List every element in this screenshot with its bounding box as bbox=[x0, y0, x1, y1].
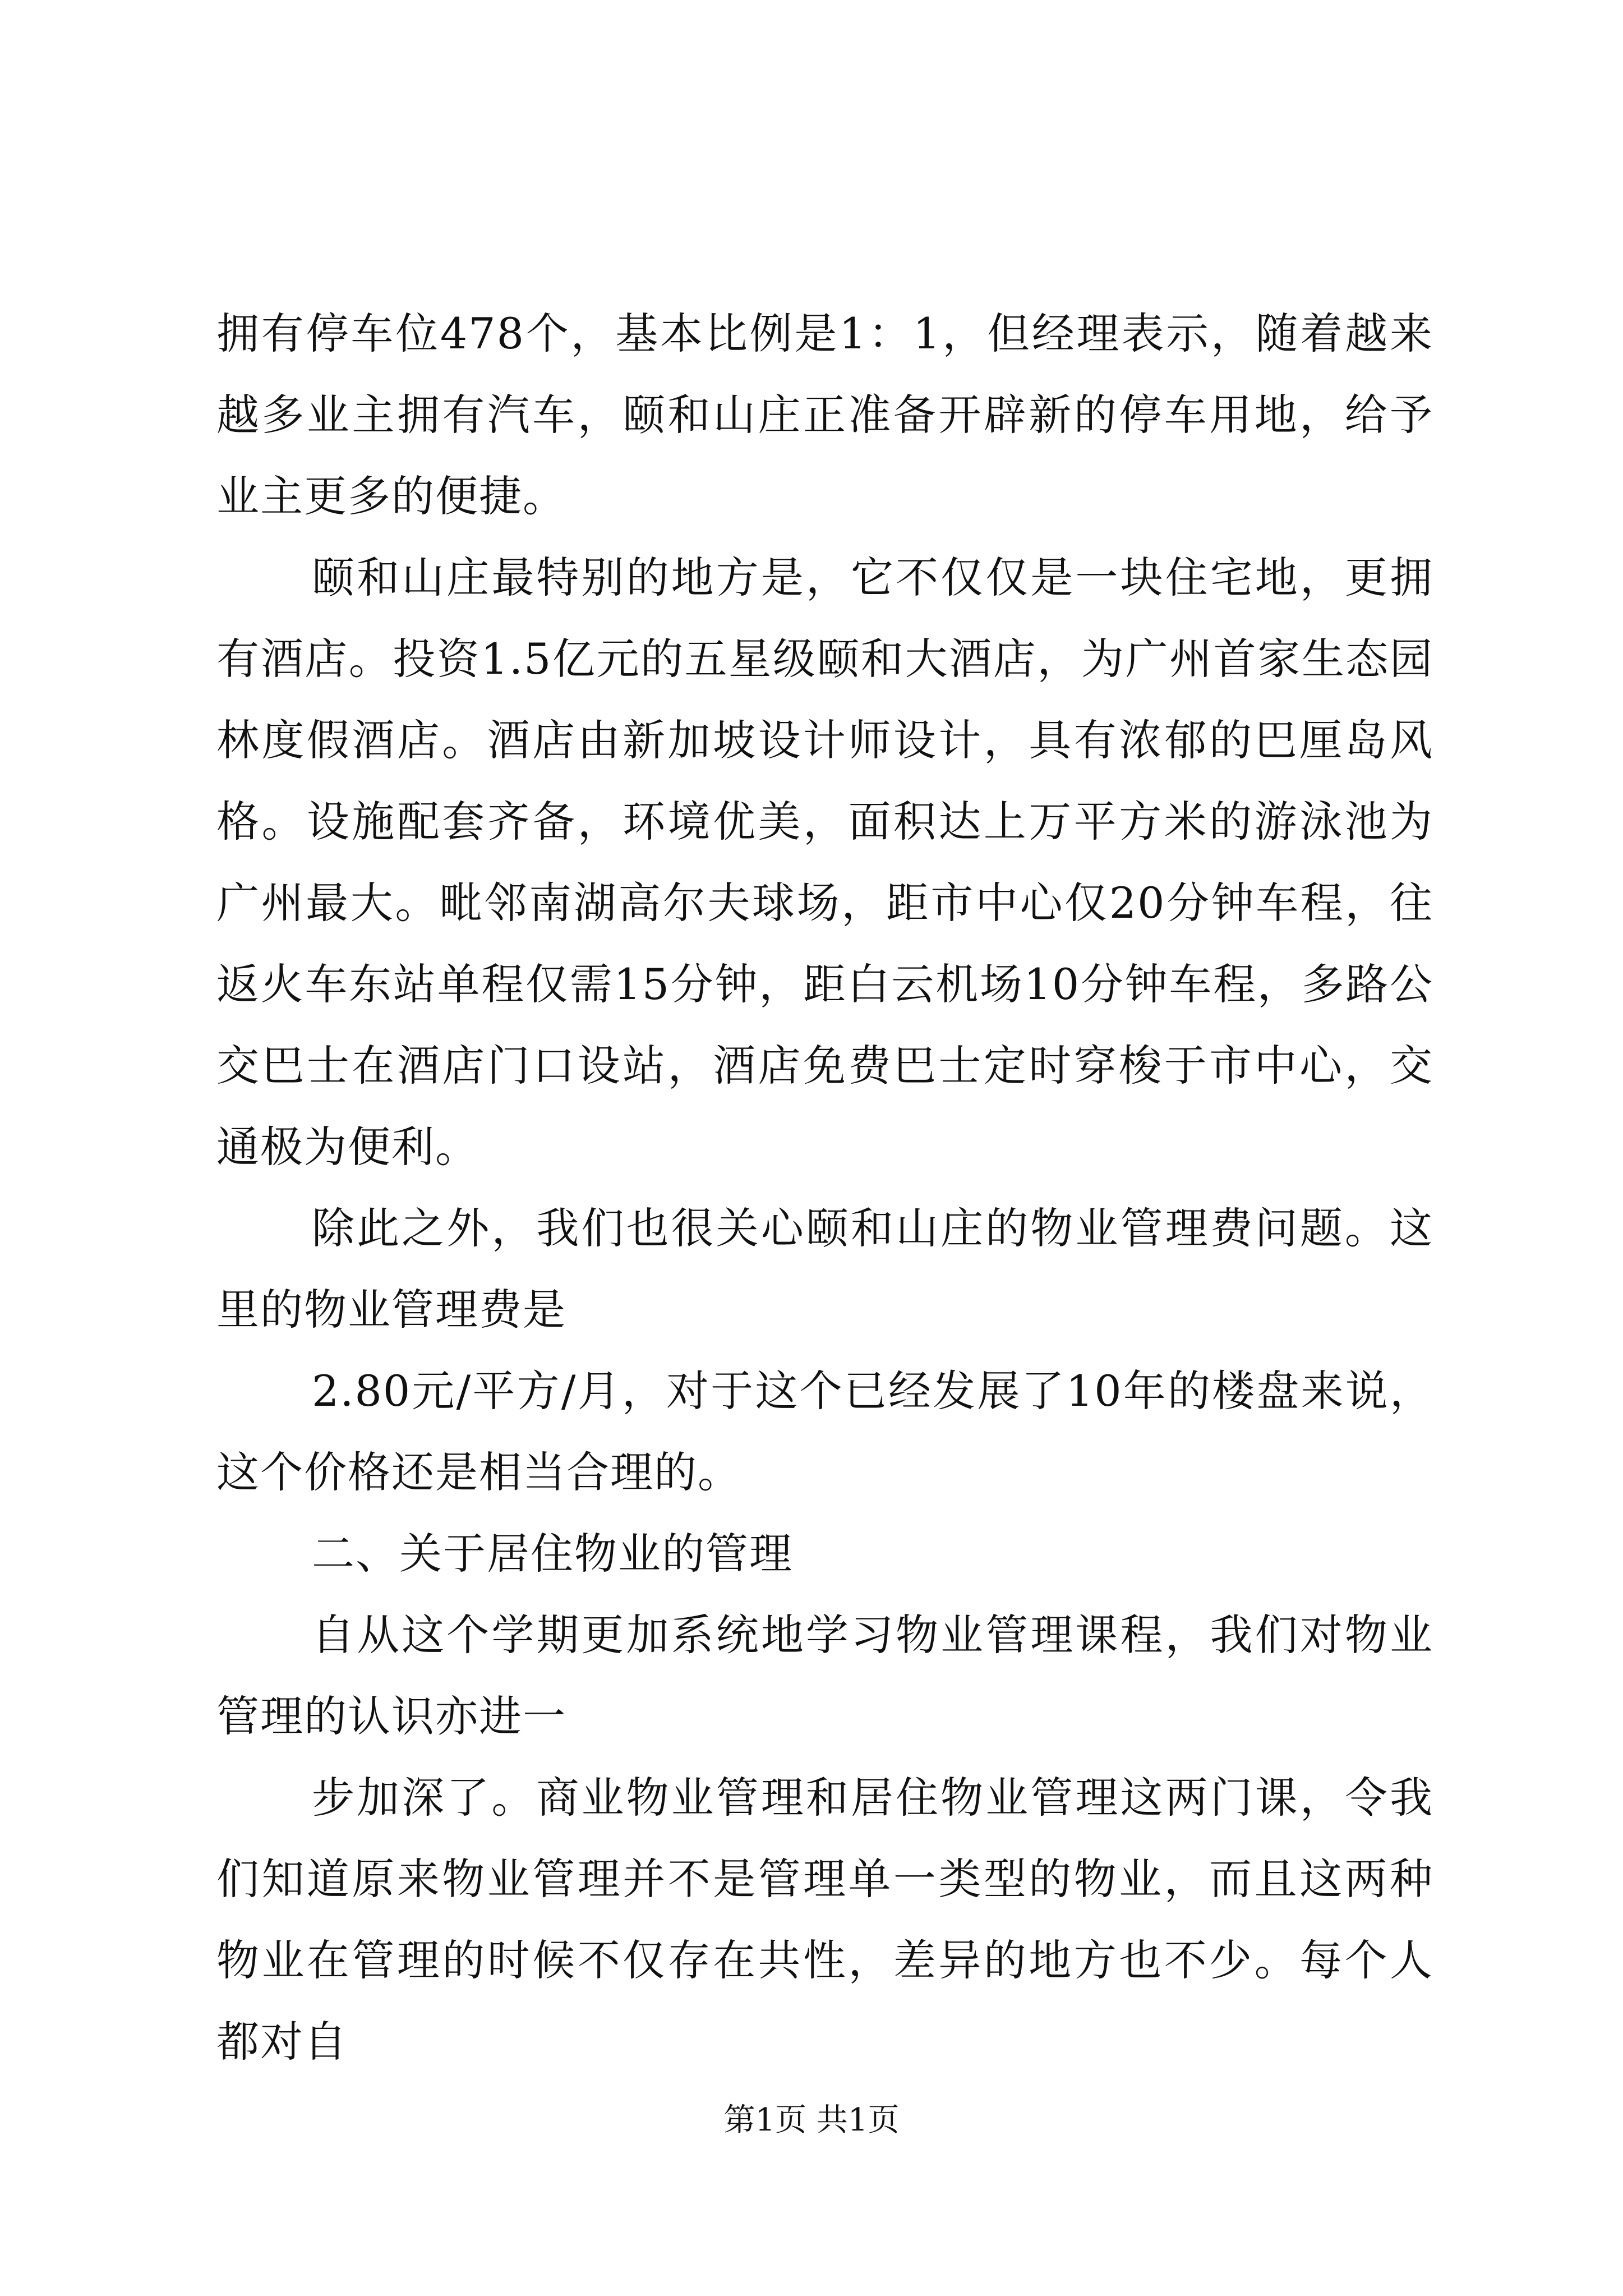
paragraph-hotel: 颐和山庄最特别的地方是，它不仅仅是一块住宅地，更拥有酒店。投资1.5亿元的五星级颐和大酒店，为广州首家生态园林度假酒店。酒店由新加坡设计师设计，具有浓郁的巴厘岛风格。设施配套齐备，环境优美，面积达上万平方米的游泳池为广州最大。毗邻南湖高尔夫球场，距市中心仅20分钟车程，往返火车东站单程仅需15分钟，距白云机场10分钟车程，多路公交巴士在酒店门口设站，酒店免费巴士定时穿梭于市中心，交通极为便利。 bbox=[216, 553, 1433, 1172]
paragraph-management-fee-value: 2.80元/平方/月，对于这个已经发展了10年的楼盘来说，这个价格还是相当合理的。 bbox=[216, 1366, 1433, 1497]
paragraph-course-intro: 自从这个学期更加系统地学习物业管理课程，我们对物业管理的认识亦进一 bbox=[216, 1610, 1433, 1741]
paragraph-parking: 拥有停车位478个，基本比例是1：1，但经理表示，随着越来越多业主拥有汽车，颐和山庄正准备开辟新的停车用地，给予业主更多的便捷。 bbox=[216, 309, 1433, 521]
page-footer: 第1页 共1页 bbox=[723, 2102, 900, 2138]
paragraph-course-detail: 步加深了。商业物业管理和居住物业管理这两门课，令我们知道原来物业管理并不是管理单一类型的物业，而且这两种物业在管理的时候不仅存在共性，差异的地方也不少。每个人都对自 bbox=[216, 1773, 1433, 2067]
paragraph-management-fee-intro: 除此之外，我们也很关心颐和山庄的物业管理费问题。这里的物业管理费是 bbox=[216, 1203, 1433, 1335]
section-heading: 二、关于居住物业的管理 bbox=[312, 1529, 793, 1579]
body-text bbox=[216, 293, 1433, 2082]
